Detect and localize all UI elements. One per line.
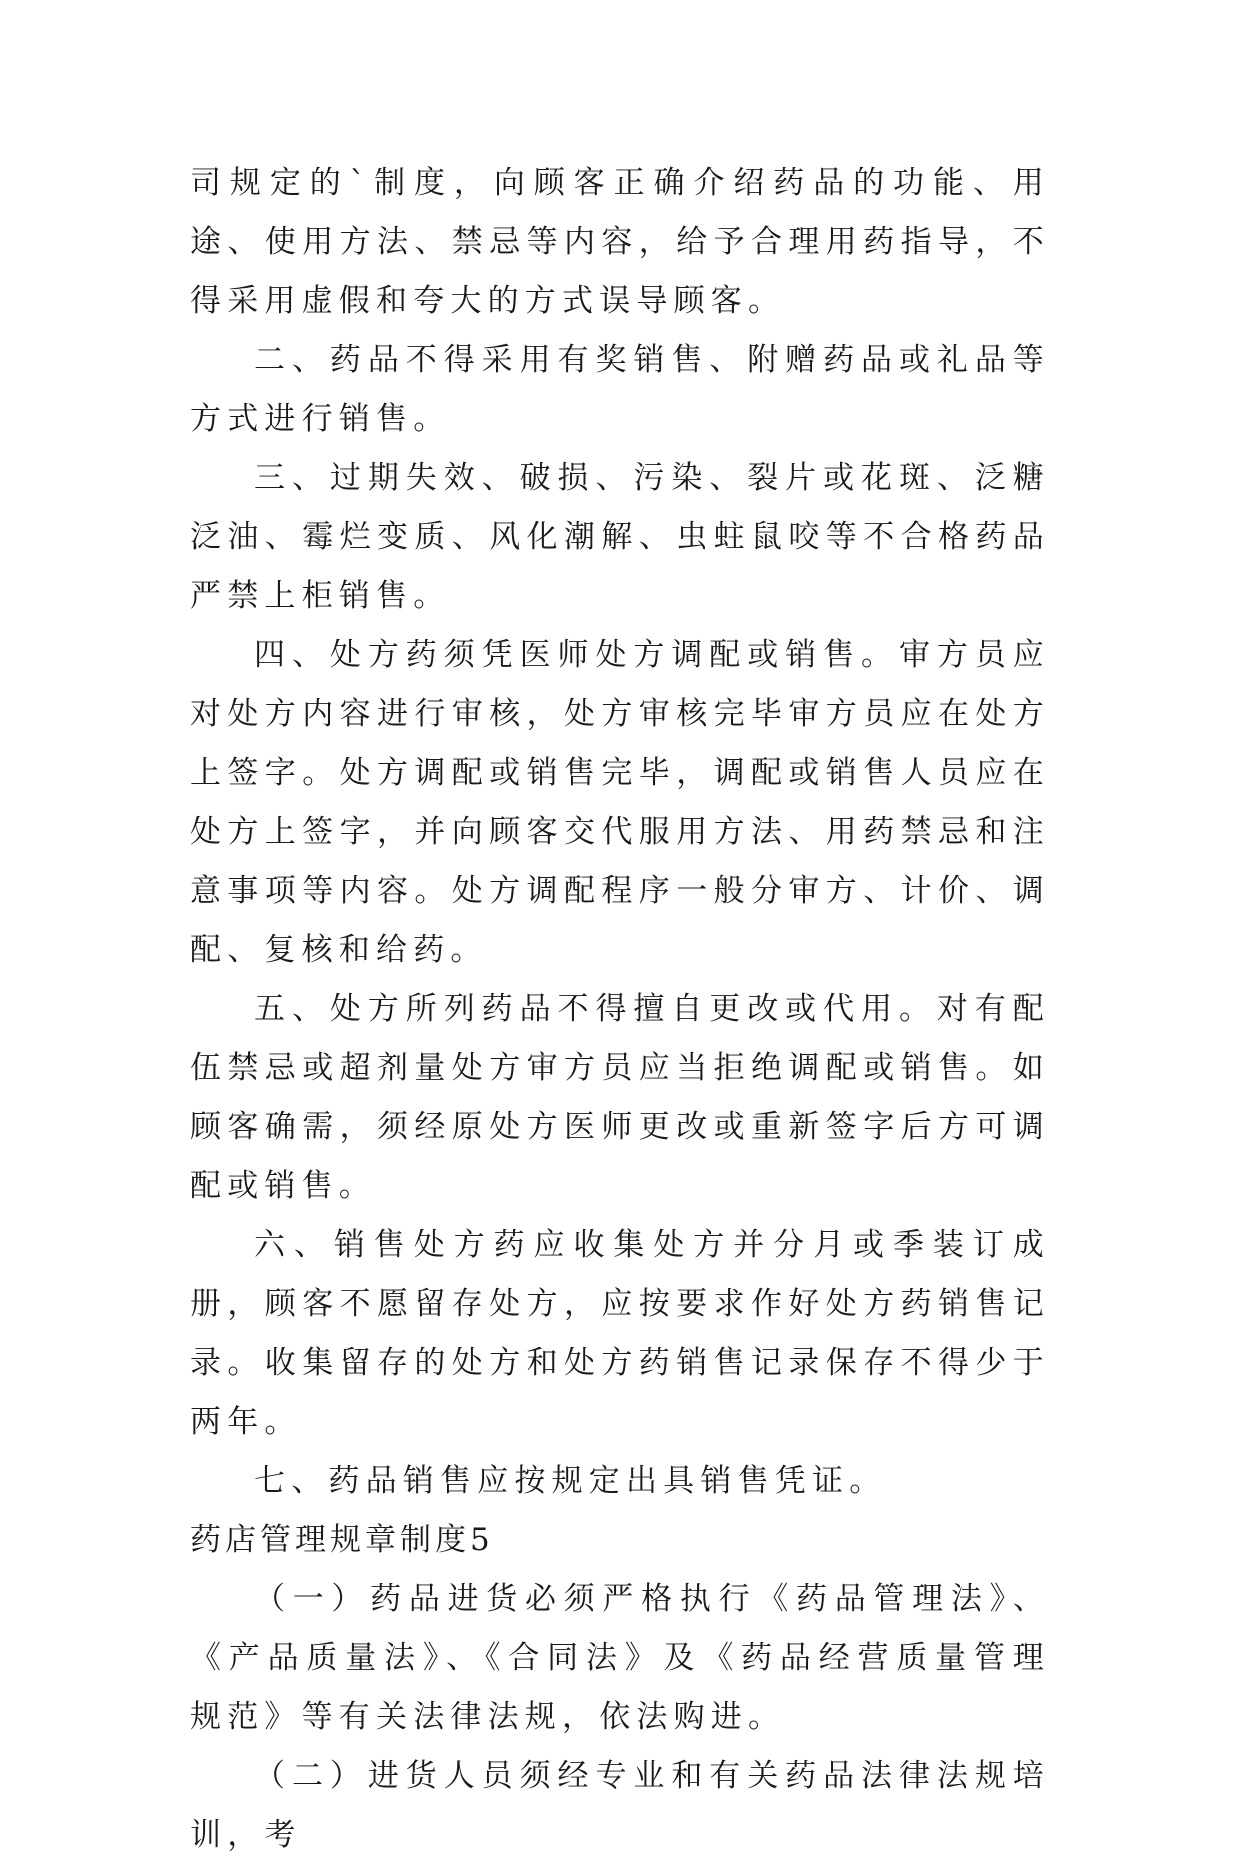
paragraph-continuation: 司规定的`制度，向顾客正确介绍药品的功能、用途、使用方法、禁忌等内容，给予合理用药指导，不得采用虚假和夸大的方式误导顾客。 — [190, 165, 1050, 319]
paragraph-item-7: 七、药品销售应按规定出具销售凭证。 — [254, 1463, 887, 1499]
paragraph-item-3: 三、过期失效、破损、污染、裂片或花斑、泛糖泛油、霉烂变质、风化潮解、虫蛀鼠咬等不合格药品严禁上柜销售。 — [190, 460, 1050, 614]
section-heading: 药店管理规章制度5 — [190, 1522, 494, 1558]
paragraph-item-2: 二、药品不得采用有奖销售、附赠药品或礼品等方式进行销售。 — [190, 342, 1050, 437]
document-body — [190, 154, 1050, 1865]
paragraph-item-6: 六、销售处方药应收集处方并分月或季装订成册，顾客不愿留存处方，应按要求作好处方药销售记录。收集留存的处方和处方药销售记录保存不得少于两年。 — [190, 1227, 1050, 1440]
section-paragraph-2: （二）进货人员须经专业和有关药品法律法规培训，考 — [190, 1758, 1050, 1853]
section-paragraph-1: （一）药品进货必须严格执行《药品管理法》、《产品质量法》、《合同法》及《药品经营质量管理规范》等有关法律法规，依法购进。 — [190, 1581, 1050, 1735]
paragraph-item-4: 四、处方药须凭医师处方调配或销售。审方员应对处方内容进行审核，处方审核完毕审方员应在处方上签字。处方调配或销售完毕，调配或销售人员应在处方上签字，并向顾客交代服用方法、用药禁忌和注意事项等内容。处方调配程序一般分审方、计价、调配、复核和给药。 — [190, 637, 1050, 968]
paragraph-item-5: 五、处方所列药品不得擅自更改或代用。对有配伍禁忌或超剂量处方审方员应当拒绝调配或销售。如顾客确需，须经原处方医师更改或重新签字后方可调配或销售。 — [190, 991, 1050, 1204]
